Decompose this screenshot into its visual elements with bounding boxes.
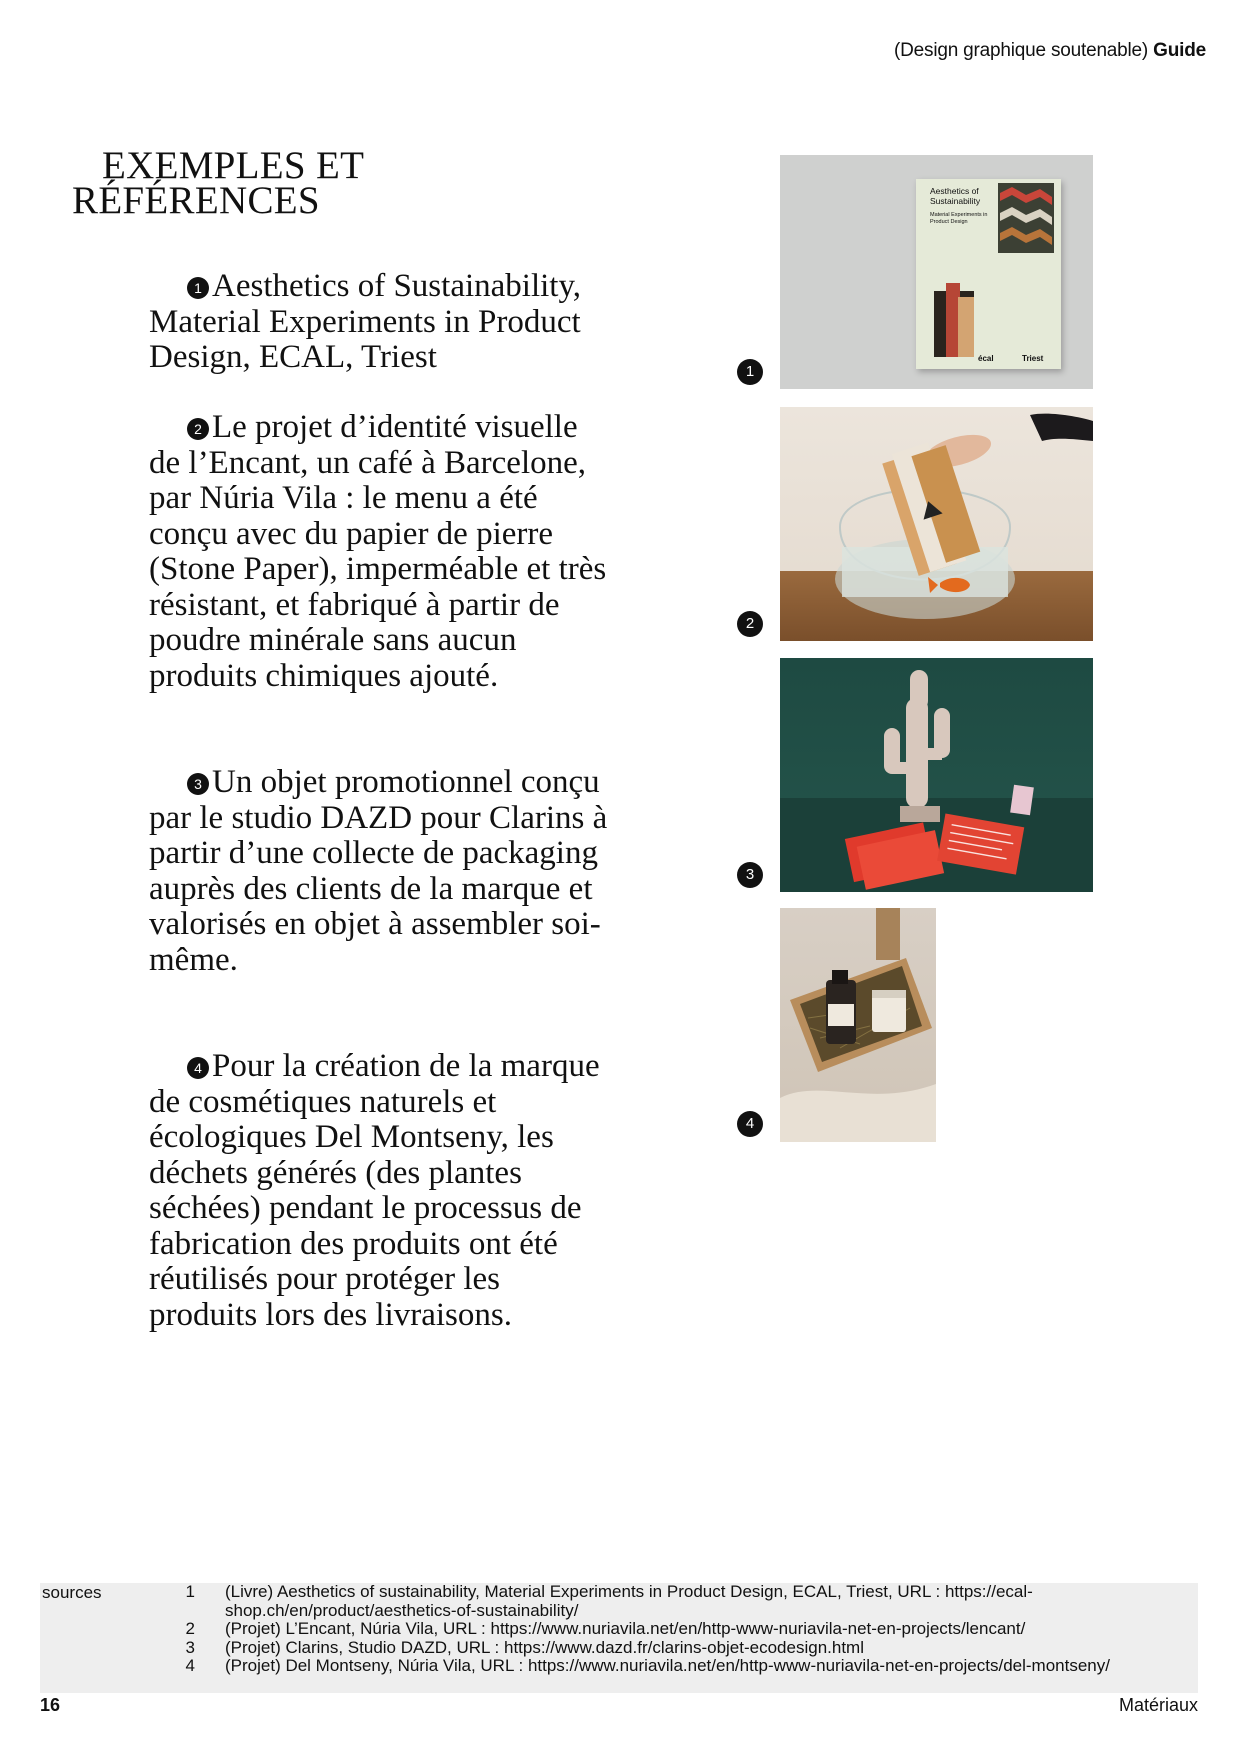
source-number-2: 2 [185,1619,195,1638]
image-number-3: 3 [737,862,763,888]
section-title-line2: RÉFÉRENCES [72,179,320,222]
reference-text-4: Pour la création de la marque de cosmétiques naturels et écologiques Del Montseny, les déchets générés (des plantes séchées) pendant le processus de fabrication des produits ont été réutilisés pour protéger les produits lors des livraisons. [149,1048,600,1333]
source-number-1: 1 [185,1582,195,1601]
fishbowl-illustration [780,407,1093,641]
publisher-logo-triest: Triest [1022,354,1044,363]
page-number: 16 [40,1695,61,1715]
reference-text-3: Un objet promotionnel conçu par le studio DAZD pour Clarins à partir d’une collecte de packaging auprès des clients de la marque et valorisés en objet à assembler soi-même. [149,764,608,978]
source-entry-2[interactable]: (Projet) L’Encant, Núria Vila, URL : https://www.nuriavila.net/en/http-www-nuriavila-net-en-projects/lencant/ [225,1619,1026,1638]
reference-text-1: Aesthetics of Sustainability, Material Experiments in Product Design, ECAL, Triest [149,268,582,375]
footer-section-name: Matériaux [1118,1695,1198,1715]
image-number-1: 1 [737,359,763,385]
header-title: Guide [1153,40,1206,61]
running-header [894,40,1206,62]
sources-label: sources [42,1583,102,1602]
book-cover-photo [780,155,1093,389]
book-subtitle: Material Experiments in Product Design [930,212,988,225]
book-cover [916,179,1061,369]
reference-text-2: Le projet d’identité visuelle de l’Encant, un café à Barcelone, par Núria Vila : le menu a été conçu avec du papier de pierre (Stone Paper), imperméable et très résistant, et fabriqué à partir de poudre minérale sans aucun produits chimiques ajouté. [149,409,607,694]
source-number-4: 4 [185,1656,195,1675]
cactus-object-illustration [780,658,1093,892]
source-number-3: 3 [185,1637,195,1657]
sources-block [40,1583,1198,1693]
packaging-box-illustration [780,908,936,1142]
book-cover-artwork [916,179,1061,369]
book-title: Aesthetics of Sustainability [930,186,981,206]
number-marker-4: 4 [187,1057,209,1079]
publisher-logo-ecal: écal [978,354,994,363]
image-number-2: 2 [737,611,763,637]
section-title-line1: EXEMPLES ET [102,144,365,187]
source-entry-3[interactable]: (Projet) Clarins, Studio DAZD, URL : https://www.dazd.fr/clarins-objet-ecodesign.html [225,1637,864,1657]
header-prefix: (Design graphique soutenable) [894,40,1149,61]
number-marker-2: 2 [187,418,209,440]
image-number-4: 4 [737,1111,763,1137]
encant-menu-photo [780,407,1093,641]
reference-paragraph-4 [149,1049,609,1333]
number-marker-1: 1 [187,277,209,299]
clarins-object-photo [780,658,1093,892]
reference-paragraph-3 [149,765,609,978]
source-entry-1[interactable]: (Livre) Aesthetics of sustainability, Material Experiments in Product Design, ECAL, Triest, URL : https://ecal-shop.ch/en/product/aesthetics-of-sustainability/ [225,1582,1033,1620]
source-entry-4[interactable]: (Projet) Del Montseny, Núria Vila, URL : https://www.nuriavila.net/en/http-www-nuriavila-net-en-projects/del-montseny/ [225,1656,1110,1675]
reference-paragraph-2 [149,410,609,694]
del-montseny-packaging-photo [780,908,936,1142]
reference-paragraph-1 [149,269,609,376]
section-title [72,144,365,222]
number-marker-3: 3 [187,773,209,795]
